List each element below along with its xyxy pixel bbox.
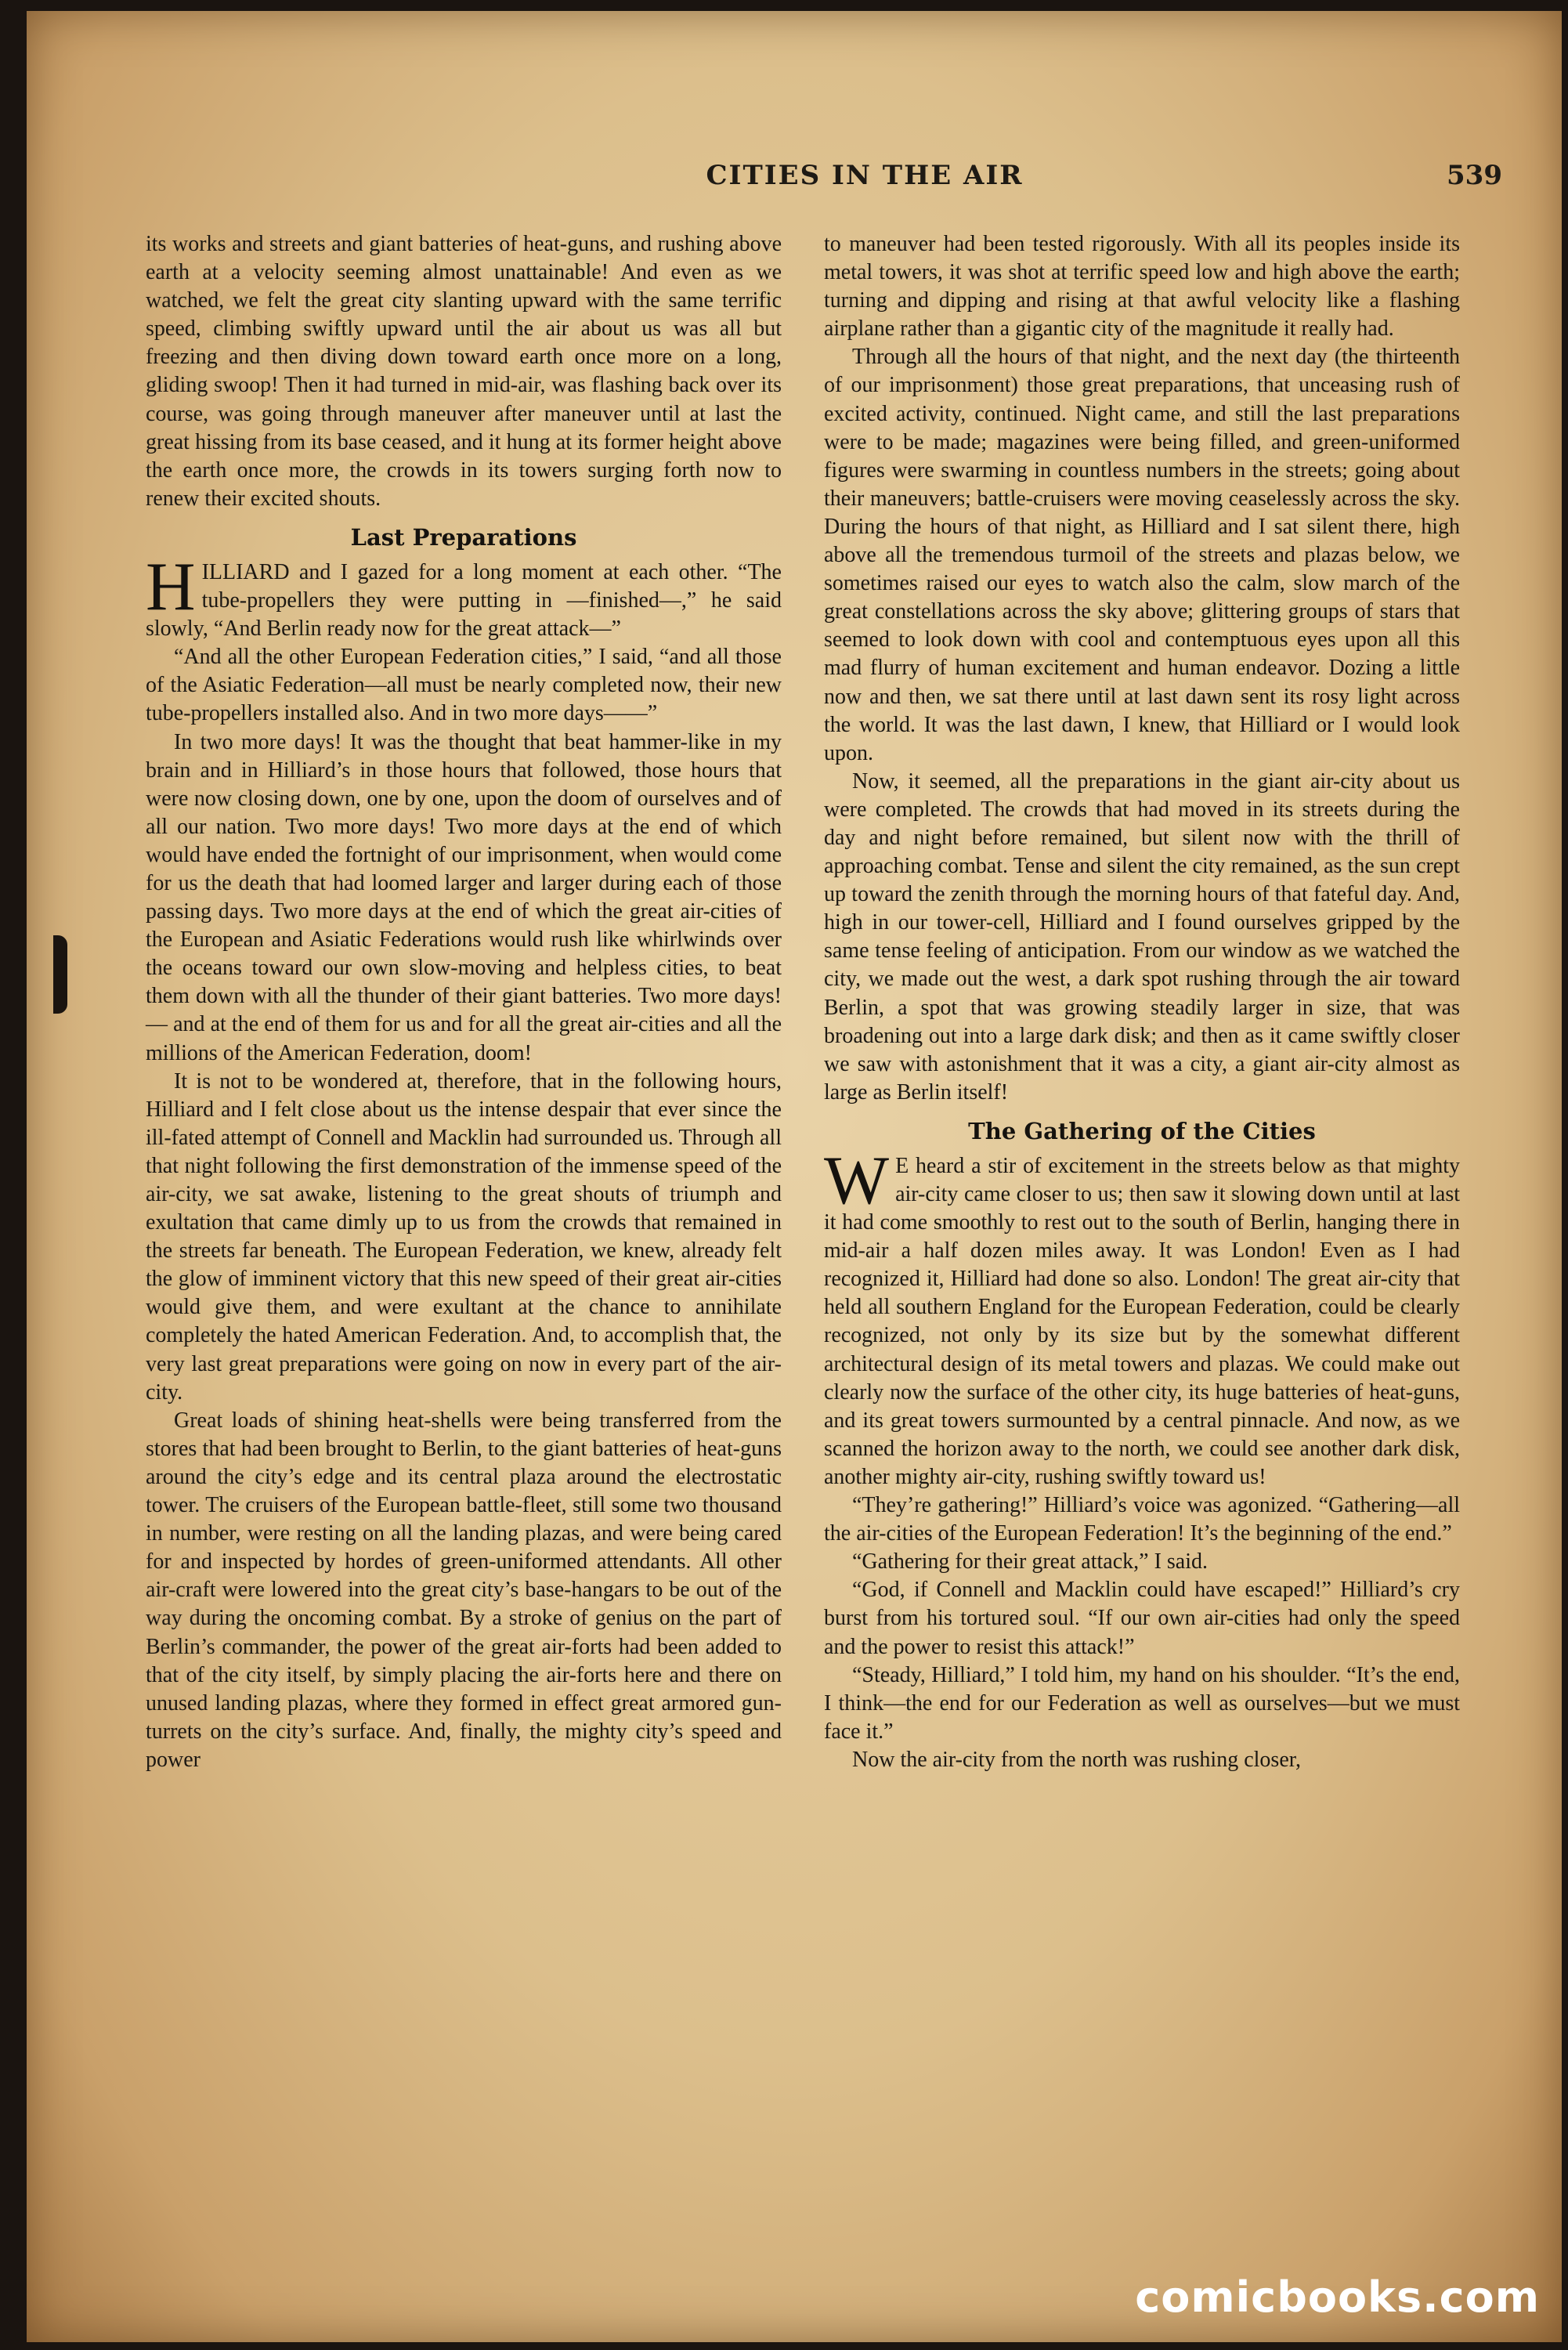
section-heading-last-preparations: Last Preparations <box>350 523 577 551</box>
paragraph: “And all the other European Federation cities,” I said, “and all those of the Asiatic Federation—all must be nearly completed now, their new tube-propellers installed also. And in two more days——” <box>146 645 782 726</box>
right-column <box>824 230 1460 2220</box>
paragraph-text: ILLIARD and I gazed for a long moment at each other. “The tube-propellers they were putting in —finished—,” he said slowly, “And Berlin ready now for the great attack—” <box>146 559 782 642</box>
magazine-page <box>27 11 1562 2342</box>
drop-cap: H <box>146 548 196 625</box>
paragraph-text: E heard a stir of excitement in the streets below as that mighty air-city came closer to us; then saw it slowing down until at last it had come smoothly to rest out to the south of Berlin, hanging there in mid-air a half dozen miles away. It was London! Even as I had recognized it, Hilliard had done so also. London! The great air-city that held all southern England for the European Federation, could be clearly recognized, not only by its size but by the somewhat different architectural design of its metal towers and plazas. We could make out clearly now the surface of the other city, its huge batteries of heat-guns, and its great towers surmounted by a central pinnacle. And now, as we scanned the horizon away to the north, we could see another dark disk, another mighty air-city, rushing swiftly toward us! <box>824 1153 1460 1489</box>
page-number: 539 <box>1447 160 1502 191</box>
paragraph: Great loads of shining heat-shells were being transferred from the stores that had been brought to Berlin, to the giant batteries of heat-guns around the city’s edge and its central plaza around the electrostatic tower. The cruisers of the European battle-fleet, still some two thousand in number, were resting on all the landing plazas, and were being cared for and inspected by hordes of green-uniformed attendants. All other air-craft were lowered into the great city’s base-hangars to be out of the way during the oncoming combat. By a stroke of genius on the part of Berlin’s commander, the power of the great air-forts had been added to that of the city itself, by simply placing the air-forts here and there on unused landing plazas, where they formed in effect great armored gun-turrets on the city’s surface. And, finally, the mighty city’s speed and power <box>146 1408 782 1772</box>
drop-cap: W <box>824 1142 890 1219</box>
paragraph: Through all the hours of that night, and the next day (the thirteenth of our imprisonment) those great preparations, that unceasing rush of excited activity, continued. Night came, and still the last preparations were to be made; magazines were being filled, and green-uniformed figures were swarming in countless numbers in the streets; going about their maneuvers; battle-cruisers were moving ceaselessly across the sky. During the hours of that night, as Hilliard and I sat silent there, high above all the tremendous turmoil of the streets and plazas below, we sometimes raised our eyes to watch also the calm, slow march of the great constellations across the sky above; glittering groups of stars that seemed to look down with cool and contemptuous eyes upon all this mad flurry of human excitement and human endeavor. Dozing a little now and then, we sat there until at last dawn sent its rosy light across the world. It was the last dawn, I knew, that Hilliard or I would look upon. <box>824 345 1460 765</box>
site-watermark: comicbooks.com <box>1135 2272 1540 2322</box>
paragraph-dropcap <box>146 548 782 643</box>
running-title: CITIES IN THE AIR <box>706 160 1024 191</box>
paragraph: Now the air-city from the north was rushing closer, <box>852 1747 1301 1772</box>
paragraph: to maneuver had been tested rigorously. With all its peoples inside its metal towers, it was shot at terrific speed low and high above the earth; turning and dipping and rising at that awful velocity like a flashing airplane rather than a gigantic city of the magnitude it really had. <box>824 232 1460 342</box>
paragraph-dropcap <box>824 1142 1460 1491</box>
paragraph: its works and streets and giant batteries of heat-guns, and rushing above earth at a velocity seeming almost unattainable! And even as we watched, we felt the great city slanting upward with the same terrific speed, climbing swiftly upward until the air about us was all but freezing and then diving down toward earth once more on a long, gliding swoop! Then it had turned in mid-air, was flashing back over its course, was going through maneuver after maneuver until at last the great hissing from its base ceased, and it hung at its former height above the earth once more, the crowds in its towers surging forth now to renew their excited shouts. <box>146 232 782 511</box>
section-heading-gathering: The Gathering of the Cities <box>968 1117 1316 1144</box>
paragraph: “Steady, Hilliard,” I told him, my hand on his shoulder. “It’s the end, I think—the end for our Federation as well as ourselves—but we must face it.” <box>824 1662 1460 1744</box>
paragraph: It is not to be wondered at, therefore, that in the following hours, Hilliard and I felt close about us the intense despair that ever since the ill-fated attempt of Connell and Macklin had surrounded us. Through all that night following the first demonstration of the immense speed of the air-city, we sat awake, listening to the great shouts of triumph and exultation that came dimly up to us from the crowds that remained in the streets far beneath. The European Federation, we knew, already felt the glow of imminent victory that this new speed of their great air-cities would give them, and were exultant at the chance to annihilate completely the hated American Federation. And, to accomplish that, the very last great preparations were going on now in every part of the air-city. <box>146 1068 782 1405</box>
paragraph: In two more days! It was the thought that beat hammer-like in my brain and in Hilliard’s in those hours that followed, those hours that were now closing down, one by one, upon the doom of ourselves and of all our nation. Two more days! Two more days at the end of which would have ended the fortnight of our imprisonment, when would come for us the death that had loomed larger and larger during each of those passing days. Two more days at the end of which the great air-cities of the European and Asiatic Federations would rush like whirlwinds over the oceans toward our own slow-moving and helpless cities, to beat them down with all the thunder of their giant batteries. Two more days!— and at the end of them for us and for all the great air-cities and all the millions of the American Federation, doom! <box>146 729 782 1065</box>
page-header <box>27 160 1562 207</box>
paragraph: “God, if Connell and Macklin could have escaped!” Hilliard’s cry burst from his tortured soul. “If our own air-cities had only the speed and the power to resist this attack!” <box>824 1578 1460 1659</box>
page-edge-tear <box>53 935 67 1014</box>
paragraph: Now, it seemed, all the preparations in the giant air-city about us were completed. The crowds that had moved in its streets during the day and night before remained, but silent now with the thrill of approaching combat. Tense and silent the city remained, as the sun crept up toward the zenith through the morning hours of that fateful day. And, high in our tower-cell, Hilliard and I found ourselves gripped by the same tense feeling of anticipation. From our window as we watched the city, we made out the west, a dark spot rushing through the air toward Berlin, a spot that was growing steadily larger in size, that was broadening out into a large dark disk; and then as it came swiftly closer we saw with astonishment that it was a city, a giant air-city almost as large as Berlin itself! <box>824 768 1460 1104</box>
paragraph: “Gathering for their great attack,” I said. <box>852 1549 1209 1574</box>
left-column <box>146 230 782 2220</box>
paragraph: “They’re gathering!” Hilliard’s voice was agonized. “Gathering—all the air-cities of the European Federation! It’s the beginning of the end.” <box>824 1493 1460 1546</box>
